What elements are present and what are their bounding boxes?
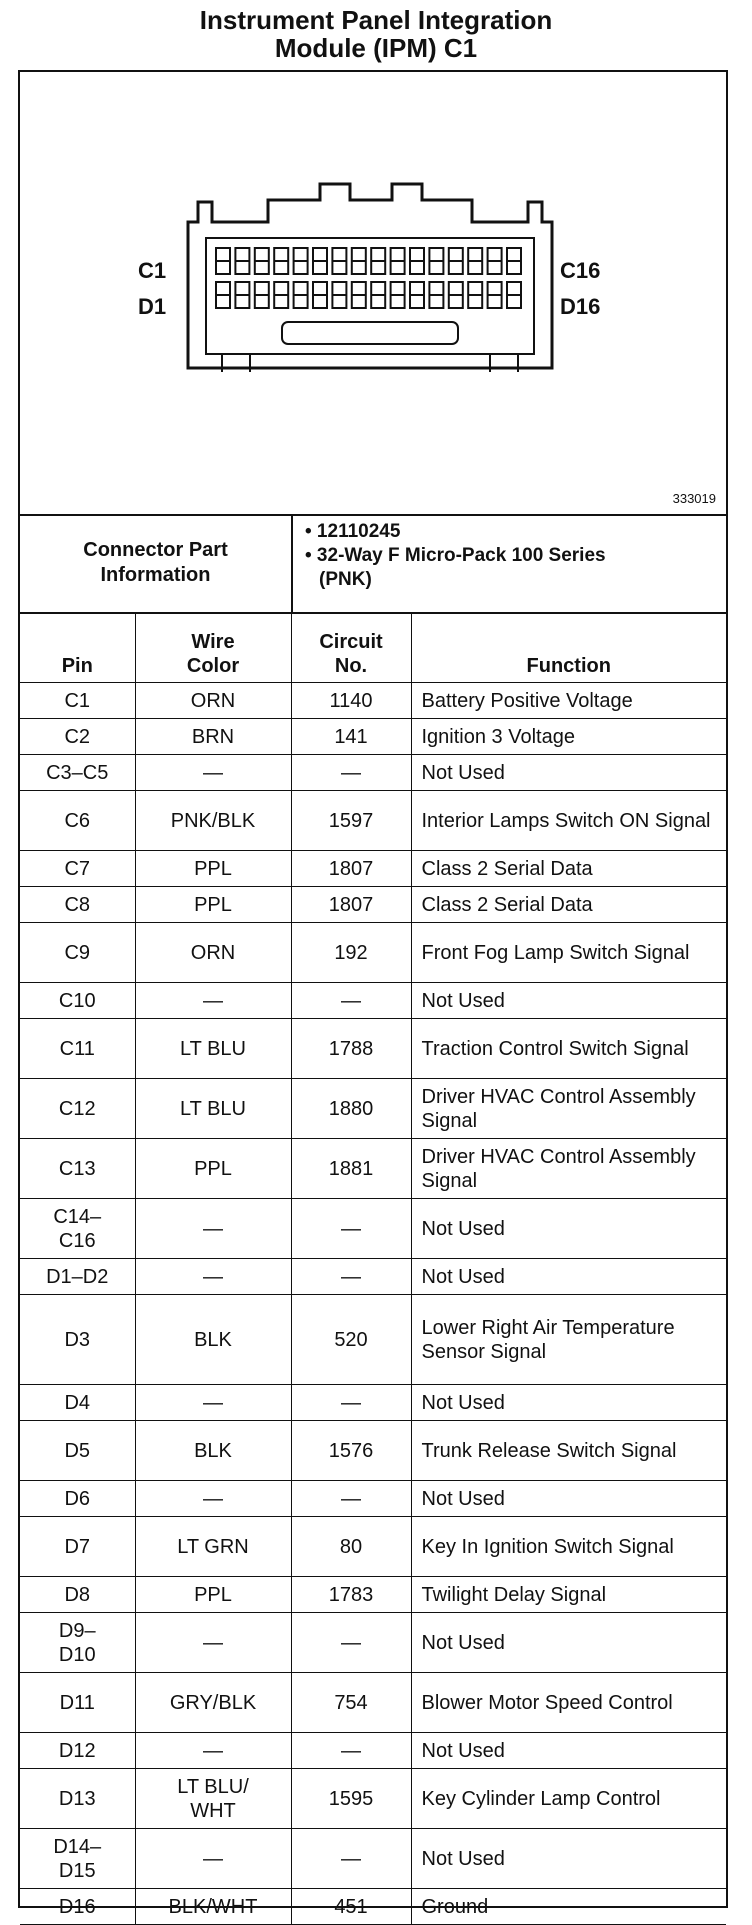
function-cell: Not Used: [411, 1733, 726, 1769]
pin-cell: D16: [20, 1889, 135, 1925]
table-row: [20, 1517, 726, 1577]
function-cell: Not Used: [411, 1385, 726, 1421]
function-cell: Twilight Delay Signal: [411, 1577, 726, 1613]
wire-color-cell: LT BLU/ WHT: [135, 1769, 291, 1829]
circuit-cell: 1880: [291, 1079, 411, 1139]
wire-color-cell: —: [135, 1385, 291, 1421]
circuit-cell: 451: [291, 1889, 411, 1925]
function-cell: Not Used: [411, 1481, 726, 1517]
table-row: [20, 851, 726, 887]
circuit-cell: 1783: [291, 1577, 411, 1613]
table-header-row: [20, 613, 726, 683]
circuit-cell: 141: [291, 719, 411, 755]
pinout-table: [20, 612, 726, 1925]
wire-color-cell: —: [135, 1733, 291, 1769]
circuit-cell: 80: [291, 1517, 411, 1577]
pin-cell: C6: [20, 791, 135, 851]
table-row: [20, 1481, 726, 1517]
wire-color-cell: LT BLU: [135, 1079, 291, 1139]
title-line-1: Instrument Panel Integration: [199, 5, 553, 35]
connector-info-details: [305, 520, 619, 592]
circuit-cell: 1576: [291, 1421, 411, 1481]
connector-part-information: [20, 514, 726, 614]
wire-color-cell: PPL: [135, 851, 291, 887]
wire-color-cell: PNK/BLK: [135, 791, 291, 851]
table-row: [20, 1733, 726, 1769]
wire-color-cell: BLK/WHT: [135, 1889, 291, 1925]
pin-cell: D3: [20, 1295, 135, 1385]
circuit-cell: —: [291, 1481, 411, 1517]
connector-face-drawing: [20, 72, 726, 514]
wire-color-cell: —: [135, 1199, 291, 1259]
function-cell: Not Used: [411, 1829, 726, 1889]
header-function: Function: [411, 613, 726, 683]
wire-color-cell: LT BLU: [135, 1019, 291, 1079]
connector-description: • 32-Way F Micro-Pack 100 Series (PNK): [305, 545, 606, 590]
wire-color-cell: PPL: [135, 887, 291, 923]
circuit-cell: 1807: [291, 851, 411, 887]
wire-color-cell: —: [135, 1613, 291, 1673]
table-row: [20, 1199, 726, 1259]
table-row: [20, 1139, 726, 1199]
pin-cell: C3–C5: [20, 755, 135, 791]
function-cell: Driver HVAC Control Assembly Signal: [411, 1139, 726, 1199]
circuit-cell: 1881: [291, 1139, 411, 1199]
table-row: [20, 1079, 726, 1139]
circuit-cell: —: [291, 1385, 411, 1421]
pin-cell: C10: [20, 983, 135, 1019]
function-cell: Not Used: [411, 755, 726, 791]
pin-cell: D5: [20, 1421, 135, 1481]
circuit-cell: 1595: [291, 1769, 411, 1829]
function-cell: Front Fog Lamp Switch Signal: [411, 923, 726, 983]
header-circuit-no: Circuit No.: [291, 613, 411, 683]
pin-cell: D9– D10: [20, 1613, 135, 1673]
table-row: [20, 1421, 726, 1481]
function-cell: Trunk Release Switch Signal: [411, 1421, 726, 1481]
circuit-cell: 754: [291, 1673, 411, 1733]
table-row: [20, 1613, 726, 1673]
circuit-cell: —: [291, 983, 411, 1019]
title-line-2: Module (IPM) C1: [274, 33, 478, 63]
function-cell: Class 2 Serial Data: [411, 887, 726, 923]
pin-cell: D8: [20, 1577, 135, 1613]
pin-cell: C2: [20, 719, 135, 755]
wire-color-cell: LT GRN: [135, 1517, 291, 1577]
table-row: [20, 1829, 726, 1889]
function-cell: Lower Right Air Temperature Sensor Signal: [411, 1295, 726, 1385]
wire-color-cell: —: [135, 1259, 291, 1295]
pin-cell: C8: [20, 887, 135, 923]
circuit-cell: —: [291, 755, 411, 791]
circuit-cell: —: [291, 1613, 411, 1673]
connector-diagram: [20, 72, 726, 516]
wire-color-cell: BLK: [135, 1295, 291, 1385]
table-row: [20, 719, 726, 755]
circuit-cell: 1788: [291, 1019, 411, 1079]
table-row: [20, 1889, 726, 1925]
function-cell: Traction Control Switch Signal: [411, 1019, 726, 1079]
wire-color-cell: ORN: [135, 683, 291, 719]
table-row: [20, 1577, 726, 1613]
table-row: [20, 1385, 726, 1421]
header-wire-color: Wire Color: [135, 613, 291, 683]
table-row: [20, 983, 726, 1019]
function-cell: Not Used: [411, 1613, 726, 1673]
pin-cell: C13: [20, 1139, 135, 1199]
function-cell: Interior Lamps Switch ON Signal: [411, 791, 726, 851]
label-d1: D1: [138, 294, 167, 319]
wire-color-cell: PPL: [135, 1577, 291, 1613]
header-pin: Pin: [20, 613, 135, 683]
pin-cell: D12: [20, 1733, 135, 1769]
wire-color-cell: PPL: [135, 1139, 291, 1199]
table-row: [20, 791, 726, 851]
circuit-cell: 1597: [291, 791, 411, 851]
pin-cell: D13: [20, 1769, 135, 1829]
pin-cell: C11: [20, 1019, 135, 1079]
circuit-cell: —: [291, 1259, 411, 1295]
circuit-cell: 1140: [291, 683, 411, 719]
function-cell: Not Used: [411, 1199, 726, 1259]
pin-cell: C1: [20, 683, 135, 719]
circuit-cell: —: [291, 1733, 411, 1769]
part-number: • 12110245: [305, 521, 401, 542]
wire-color-cell: —: [135, 1829, 291, 1889]
table-row: [20, 1295, 726, 1385]
function-cell: Not Used: [411, 983, 726, 1019]
label-c1: C1: [138, 258, 167, 283]
label-c16: C16: [560, 258, 601, 283]
connector-sheet: [18, 70, 728, 1918]
function-cell: Driver HVAC Control Assembly Signal: [411, 1079, 726, 1139]
function-cell: Blower Motor Speed Control: [411, 1673, 726, 1733]
pin-cell: D6: [20, 1481, 135, 1517]
pin-cell: C14– C16: [20, 1199, 135, 1259]
table-row: [20, 923, 726, 983]
table-row: [20, 683, 726, 719]
function-cell: Not Used: [411, 1259, 726, 1295]
circuit-cell: —: [291, 1199, 411, 1259]
pin-cell: D14– D15: [20, 1829, 135, 1889]
pin-cell: C9: [20, 923, 135, 983]
function-cell: Ground: [411, 1889, 726, 1925]
function-cell: Key In Ignition Switch Signal: [411, 1517, 726, 1577]
wire-color-cell: —: [135, 1481, 291, 1517]
pin-cell: D1–D2: [20, 1259, 135, 1295]
table-row: [20, 1673, 726, 1733]
table-row: [20, 887, 726, 923]
label-d16: D16: [560, 294, 601, 319]
connector-info-label: Connector Part Information: [20, 514, 293, 612]
function-cell: Key Cylinder Lamp Control: [411, 1769, 726, 1829]
figure-number: 333019: [672, 491, 716, 506]
table-row: [20, 755, 726, 791]
table-row: [20, 1019, 726, 1079]
function-cell: Battery Positive Voltage: [411, 683, 726, 719]
wire-color-cell: —: [135, 983, 291, 1019]
wire-color-cell: BRN: [135, 719, 291, 755]
pin-cell: D7: [20, 1517, 135, 1577]
circuit-cell: 192: [291, 923, 411, 983]
table-row: [20, 1769, 726, 1829]
wire-color-cell: —: [135, 755, 291, 791]
function-cell: Class 2 Serial Data: [411, 851, 726, 887]
pin-cell: D4: [20, 1385, 135, 1421]
circuit-cell: 1807: [291, 887, 411, 923]
wire-color-cell: ORN: [135, 923, 291, 983]
wire-color-cell: BLK: [135, 1421, 291, 1481]
table-row: [20, 1259, 726, 1295]
wire-color-cell: GRY/BLK: [135, 1673, 291, 1733]
circuit-cell: —: [291, 1829, 411, 1889]
circuit-cell: 520: [291, 1295, 411, 1385]
function-cell: Ignition 3 Voltage: [411, 719, 726, 755]
pin-cell: D11: [20, 1673, 135, 1733]
pin-cell: C7: [20, 851, 135, 887]
page-title: [0, 6, 752, 62]
pin-cell: C12: [20, 1079, 135, 1139]
